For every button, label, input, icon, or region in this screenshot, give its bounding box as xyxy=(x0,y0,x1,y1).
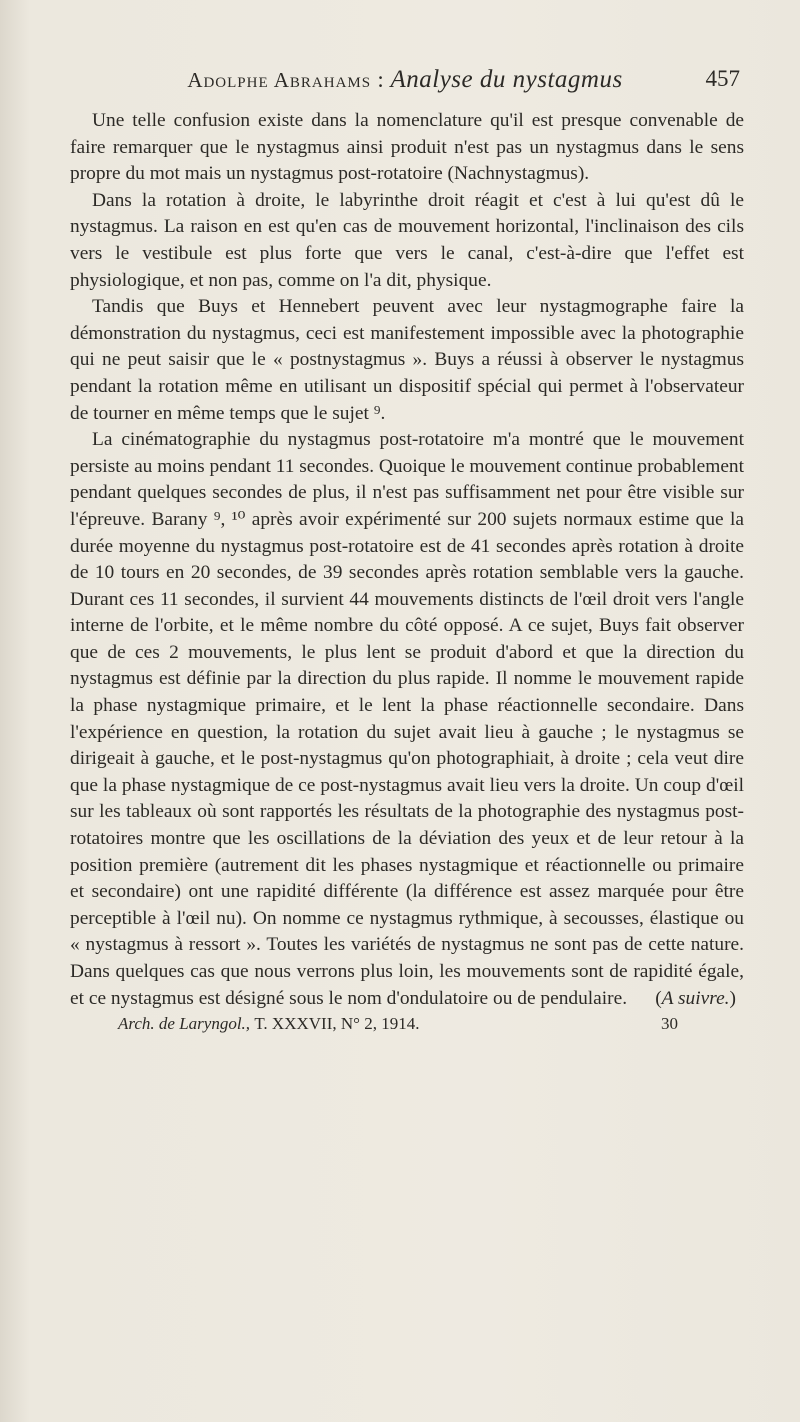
article-body xyxy=(70,108,744,1012)
journal-reference xyxy=(118,1014,419,1034)
journal-name: Arch. de Laryngol., xyxy=(118,1014,251,1033)
continuation-text: A suivre. xyxy=(661,987,730,1009)
paragraph-2: Dans la rotation à droite, le labyrinthe droit réagit et c'est à lui qu'est dû le nystagmus. La raison en est qu'en cas de mouvement horizontal, l'inclinaison des cils vers le vestibule est plus forte que vers le canal, c'est-à-dire que l'effet est physiologique, et non pas, comme on l'a dit, physique. xyxy=(70,189,744,291)
paragraph-4: La cinématographie du nystagmus post-rotatoire m'a montré que le mouvement persiste au moins pendant 11 secondes. Quoique le mouvement continue probablement pendant quelques secondes de plus, il n'est pas suffisamment net pour être visible sur l'épreuve. Barany ⁹, ¹⁰ après avoir expérimenté sur 200 sujets normaux estime que la durée moyenne du nystagmus post-rotatoire est de 41 secondes après rotation à droite de 10 tours en 20 secondes, de 39 secondes après rotation semblable vers la gauche. Durant ces 11 secondes, il survient 44 mouvements distincts de l'œil droit vers l'angle interne de l'orbite, et le même nombre du côté opposé. A ce sujet, Buys fait observer que de ces 2 mouvements, le plus lent se produit d'abord et que la direction du nystagmus est définie par la direction du plus rapide. Il nomme le mouvement rapide la phase nystagmique primaire, et le lent la phase réactionnelle secondaire. Dans l'expérience en question, la rotation du sujet avait lieu à gauche ; le nystagmus se dirigeait à gauche, et le post-nystagmus qu'on photographiait, à droite ; cela veut dire que la phase nystagmique de ce post-nystagmus avait lieu vers la droite. Un coup d'œil sur les tableaux où sont rapportés les résultats de la photographie des nystagmus post-rotatoires montre que les oscillations de la déviation des yeux et de leur retour à la position première (autrement dit les phases nystagmique et réactionnelle ou primaire et secondaire) ont une rapidité différente (la différence est assez marquée pour être perceptible à l'œil nu). On nomme ce nystagmus rythmique, à secousses, élastique ou « nystagmus à ressort ». Toutes les variétés de nystagmus ne sont pas de cette nature. Dans quelques cas que nous verrons plus loin, les mouvements sont de rapidité égale, et ce nystagmus est désigné sous le nom d'ondulatoire ou de pendulaire. xyxy=(70,429,745,1009)
running-header xyxy=(70,66,740,100)
page-number: 457 xyxy=(705,66,740,91)
paragraph-3: Tandis que Buys et Hennebert peuvent avec leur nystagmographe faire la démonstration du nystagmus, ceci est manifestement impossible avec la photographie qui ne peut saisir que le « postnystagmus ». Buys a réussi à observer le nystagmus pendant la rotation même en utilisant un dispositif spécial qui permet à l'observateur de tourner en même temps que le sujet ⁹. xyxy=(70,296,744,424)
running-title xyxy=(70,66,740,94)
header-work-title: Analyse du nystagmus xyxy=(390,66,623,93)
header-author: Adolphe Abrahams xyxy=(187,68,372,92)
page-footer xyxy=(118,1014,678,1034)
journal-volume: T. XXXVII, N° 2, 1914. xyxy=(254,1014,420,1033)
header-separator: : xyxy=(371,67,391,92)
paragraph-1: Une telle confusion existe dans la nomenclature qu'il est presque convenable de faire remarquer que le nystagmus ainsi produit n'est pas un nystagmus dans le sens propre du mot mais un nystagmus post-rotatoire (Nachnystagmus). xyxy=(70,110,744,185)
continuation-open: ( xyxy=(655,987,662,1009)
signature-number: 30 xyxy=(661,1014,678,1033)
continuation-close: ) xyxy=(729,987,736,1009)
